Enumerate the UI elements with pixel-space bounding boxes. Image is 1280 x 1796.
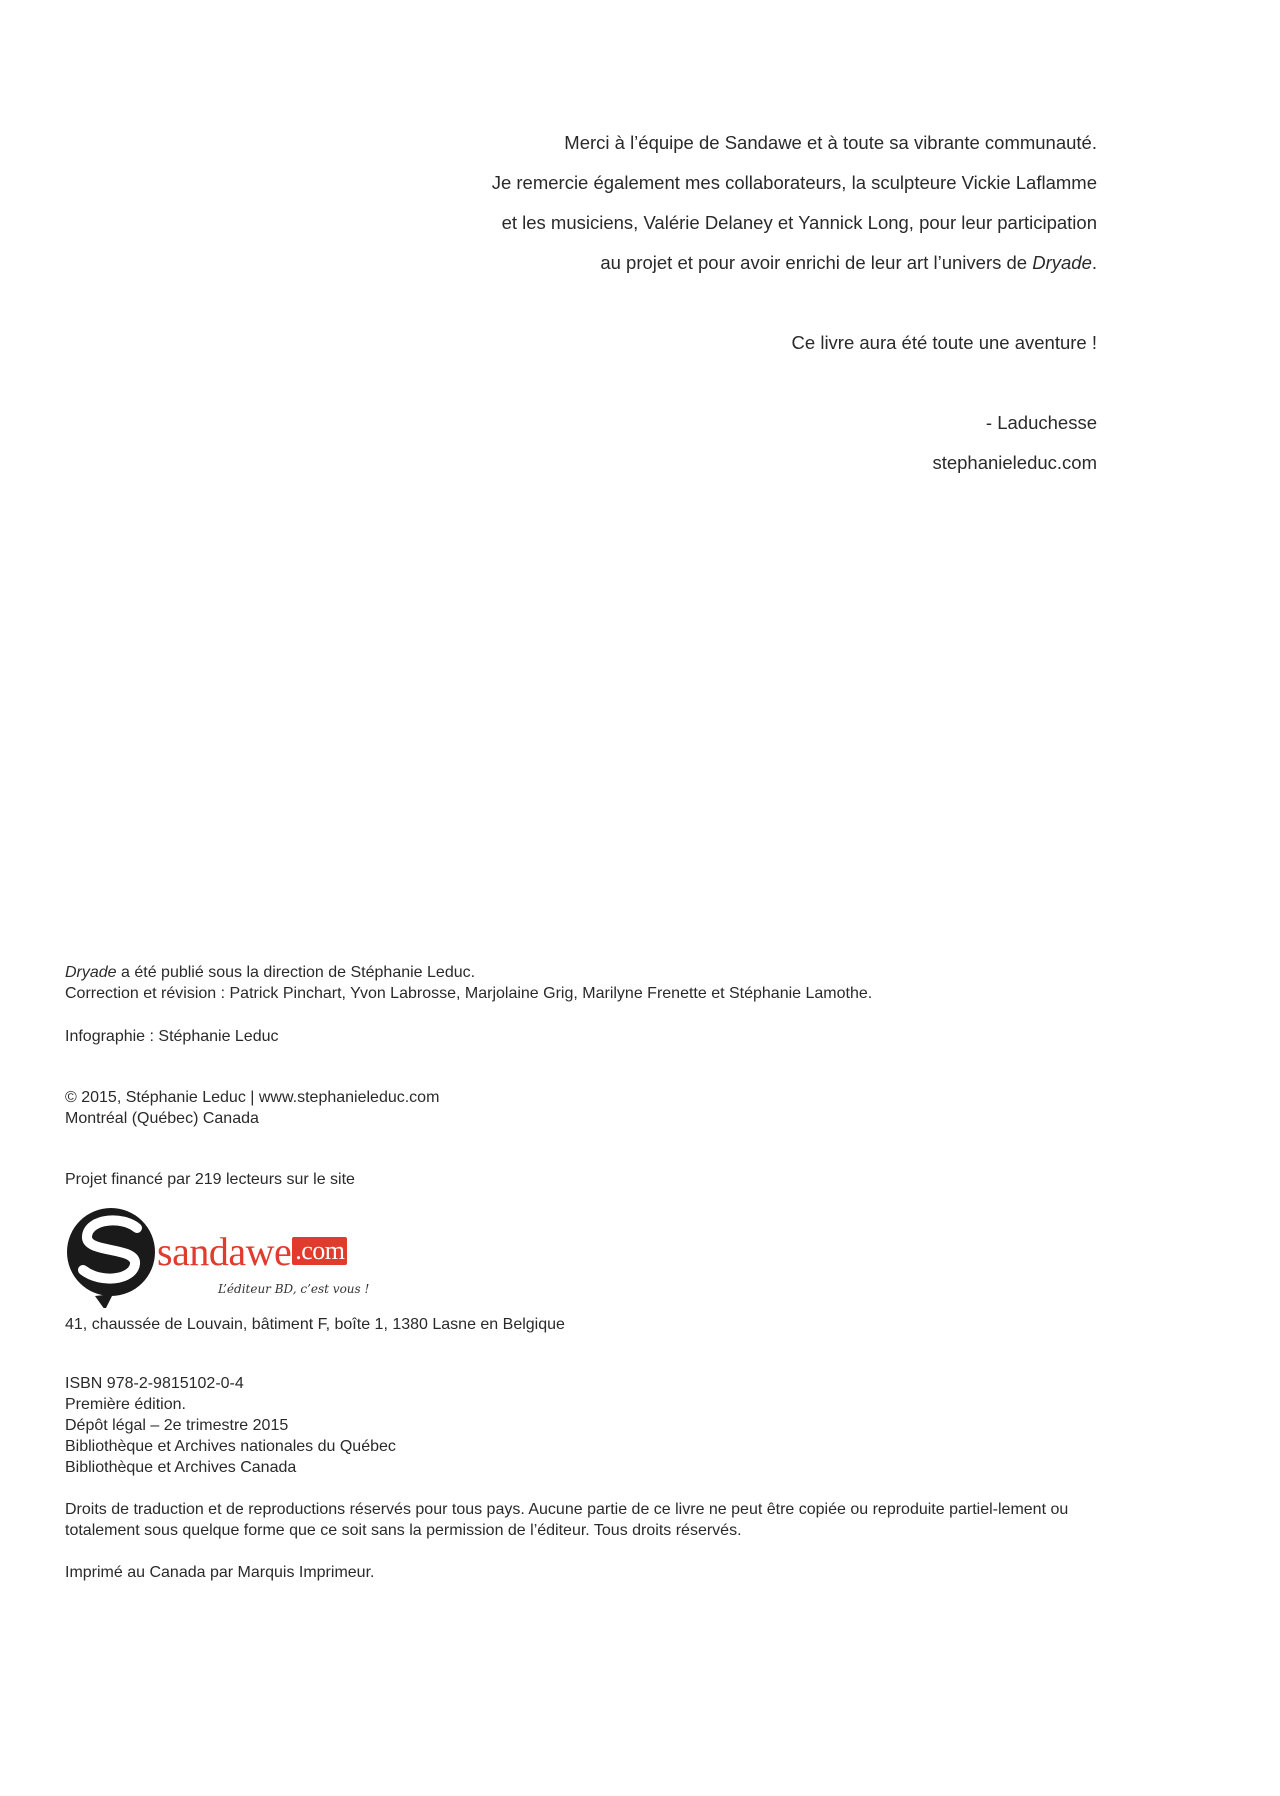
logo-word: sandawe: [157, 1229, 292, 1274]
thanks-line: Je remercie également mes collaborateurs, la sculpteure Vickie Laflamme: [491, 172, 1097, 193]
printed-line: Imprimé au Canada par Marquis Imprimeur.: [65, 1564, 375, 1581]
signature: - Laduchesse: [985, 412, 1097, 433]
book-title: Dryade: [1032, 252, 1092, 273]
copyright-line: © 2015, Stéphanie Leduc | www.stephanieleduc.com: [65, 1089, 440, 1106]
logo-com-badge: .com: [292, 1237, 347, 1265]
colophon: [65, 962, 1105, 1583]
thanks-text: au projet et pour avoir enrichi de leur art l’univers de: [600, 252, 1033, 273]
thanks-line: Merci à l’équipe de Sandawe et à toute sa vibrante communauté.: [564, 132, 1097, 153]
funding-line: Projet financé par 219 lecteurs sur le site: [65, 1171, 355, 1188]
rights-paragraph: Droits de traduction et de reproductions réservés pour tous pays. Aucune partie de ce livre ne peut être copiée ou reproduite partiel-lement ou totalement sous quelque forme que ce soit sans la permission de l’éditeur. Tous droits réservés.: [65, 1501, 1069, 1539]
depot-line: Dépôt légal – 2e trimestre 2015: [65, 1417, 289, 1434]
address-line: 41, chaussée de Louvain, bâtiment F, boîte 1, 1380 Lasne en Belgique: [65, 1316, 565, 1333]
book-title: Dryade: [65, 964, 117, 981]
bibliotheque-ca-line: Bibliothèque et Archives Canada: [65, 1459, 297, 1476]
direction-text: a été publié sous la direction de Stéphanie Leduc.: [116, 964, 476, 981]
location-line: Montréal (Québec) Canada: [65, 1110, 259, 1127]
thanks-line: et les musiciens, Valérie Delaney et Yannick Long, pour leur participation: [501, 212, 1097, 233]
adventure-line: Ce livre aura été toute une aventure !: [791, 332, 1097, 353]
bibliotheque-qc-line: Bibliothèque et Archives nationales du Québec: [65, 1438, 396, 1455]
direction-line: [65, 962, 1105, 983]
sandawe-logo: [65, 1200, 1105, 1308]
logo-wordmark: [157, 1229, 347, 1274]
thanks-line: [492, 243, 1097, 283]
sandawe-s-icon: [65, 1200, 165, 1308]
isbn-line: ISBN 978-2-9815102-0-4: [65, 1375, 244, 1392]
infographie-line: Infographie : Stéphanie Leduc: [65, 1028, 279, 1045]
acknowledgements: [492, 123, 1097, 483]
edition-line: Première édition.: [65, 1396, 186, 1413]
author-website: stephanieleduc.com: [932, 452, 1097, 473]
correction-line: Correction et révision : Patrick Pinchart, Yvon Labrosse, Marjolaine Grig, Marilyne Frenette et Stéphanie Lamothe.: [65, 985, 873, 1002]
thanks-text: .: [1091, 252, 1097, 273]
logo-tagline: L’éditeur BD, c’est vous !: [218, 1282, 370, 1296]
